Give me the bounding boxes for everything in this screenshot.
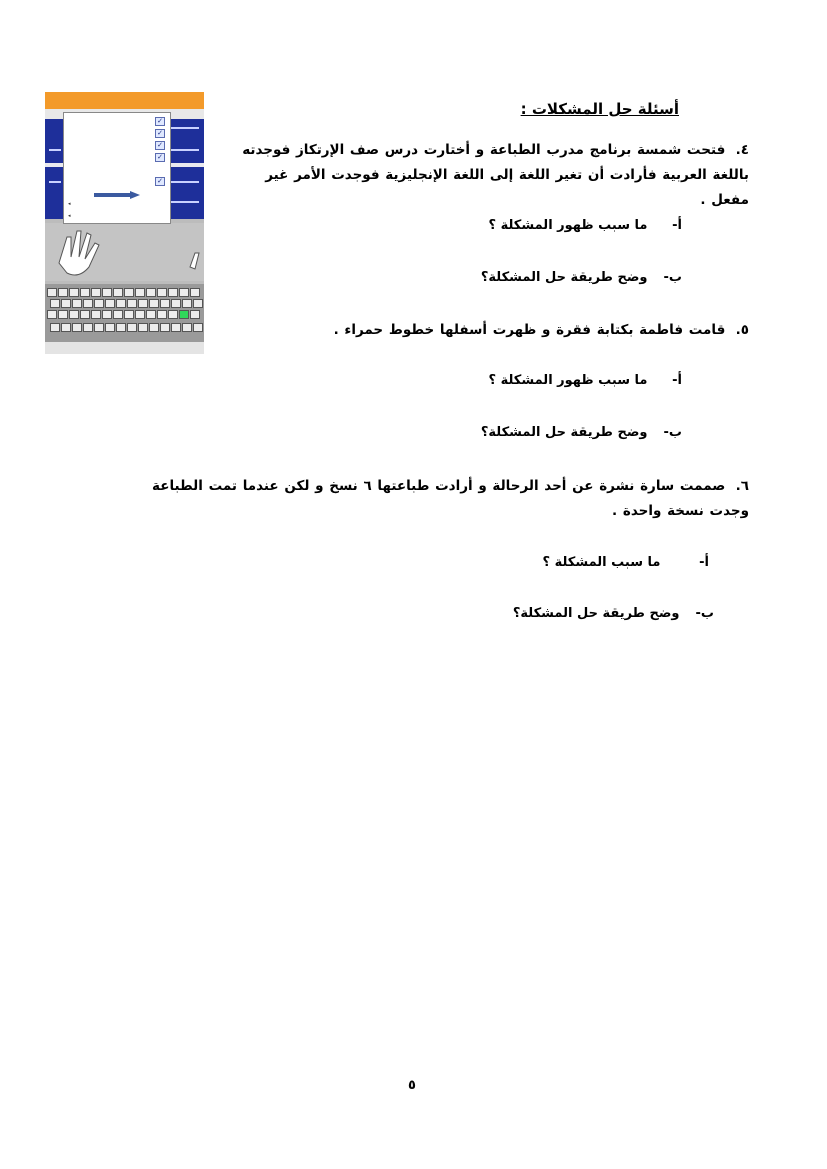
arrow-pointer-icon xyxy=(94,191,140,199)
section-heading: أسئلة حل المشكلات : xyxy=(520,100,679,118)
keyboard-key xyxy=(168,310,178,319)
question-5 xyxy=(229,318,749,343)
keyboard-key xyxy=(135,310,145,319)
keyboard-key xyxy=(124,310,134,319)
keyboard-key xyxy=(182,323,192,332)
question-4-sub-b: ب- وضح طريقة حل المشكلة؟ xyxy=(480,270,682,285)
question-6-sub-b: ب- وضح طريقة حل المشكلة؟ xyxy=(512,606,714,621)
keyboard-key xyxy=(168,288,178,297)
page-number: ٥ xyxy=(408,1078,416,1093)
keyboard-key xyxy=(83,299,93,308)
question-text: قامت فاطمة بكتابة فقرة و ظهرت أسفلها خطوط حمراء . xyxy=(333,322,726,338)
keyboard-key xyxy=(116,323,126,332)
keyboard-key xyxy=(179,310,189,319)
keyboard-key xyxy=(80,288,90,297)
keyboard-key xyxy=(91,310,101,319)
keyboard-key xyxy=(124,288,134,297)
keyboard-key xyxy=(50,323,60,332)
keyboard-key xyxy=(190,310,200,319)
keyboard-key xyxy=(83,323,93,332)
keyboard-key xyxy=(94,323,104,332)
keyboard-key xyxy=(146,310,156,319)
keyboard-key xyxy=(61,299,71,308)
keyboard-key xyxy=(116,299,126,308)
keyboard-key xyxy=(50,299,60,308)
question-6-sub-a: أ- ما سبب المشكلة ؟ xyxy=(542,555,709,570)
question-number: ٥. xyxy=(735,322,749,338)
keyboard-key xyxy=(179,288,189,297)
keyboard-key xyxy=(160,323,170,332)
virtual-keyboard xyxy=(45,284,204,342)
keyboard-key xyxy=(105,299,115,308)
keyboard-key xyxy=(182,299,192,308)
keyboard-key xyxy=(146,288,156,297)
app-title-bar xyxy=(45,92,204,109)
keyboard-key xyxy=(113,288,123,297)
keyboard-key xyxy=(69,288,79,297)
keyboard-key xyxy=(193,299,203,308)
keyboard-key xyxy=(138,323,148,332)
keyboard-key xyxy=(80,310,90,319)
keyboard-key xyxy=(193,323,203,332)
question-number: ٦. xyxy=(735,478,749,494)
keyboard-key xyxy=(58,288,68,297)
question-4 xyxy=(229,138,749,213)
keyboard-key xyxy=(135,288,145,297)
app-status-bar xyxy=(45,342,204,354)
question-5-sub-a: أ- ما سبب ظهور المشكلة ؟ xyxy=(488,373,682,388)
keyboard-key xyxy=(47,288,57,297)
question-text: فتحت شمسة برنامج مدرب الطباعة و أختارت درس صف الإرتكاز فوجدته باللغة العربية فأرادت أن تغير اللغة إلى اللغة الإنجليزية فوجدت الأمر غير مفعل . xyxy=(242,142,749,208)
keyboard-key xyxy=(138,299,148,308)
keyboard-key xyxy=(171,299,181,308)
keyboard-key xyxy=(105,323,115,332)
question-number: ٤. xyxy=(735,142,749,158)
keyboard-key xyxy=(72,323,82,332)
question-5-sub-b: ب- وضح طريقة حل المشكلة؟ xyxy=(480,425,682,440)
keyboard-key xyxy=(157,310,167,319)
keyboard-key xyxy=(127,299,137,308)
keyboard-key xyxy=(91,288,101,297)
hands-guide xyxy=(45,223,204,281)
question-text: صممت سارة نشرة عن أحد الرحالة و أرادت طباعتها ٦ نسخ و لكن عندما تمت الطباعة وجدت نسخة واحدة . xyxy=(152,478,749,519)
keyboard-key xyxy=(171,323,181,332)
view-dropdown-menu: ✓ ✓ ✓ ✓ ✓ ◂ ◂ xyxy=(63,112,171,224)
keyboard-key xyxy=(61,323,71,332)
keyboard-key xyxy=(47,310,57,319)
typing-tutor-screenshot xyxy=(45,92,204,354)
keyboard-key xyxy=(58,310,68,319)
keyboard-key xyxy=(102,288,112,297)
keyboard-key xyxy=(157,288,167,297)
keyboard-key xyxy=(127,323,137,332)
question-6 xyxy=(127,474,749,524)
question-4-sub-a: أ- ما سبب ظهور المشكلة ؟ xyxy=(488,218,682,233)
keyboard-key xyxy=(94,299,104,308)
keyboard-key xyxy=(113,310,123,319)
keyboard-key xyxy=(149,323,159,332)
keyboard-key xyxy=(160,299,170,308)
keyboard-key xyxy=(190,288,200,297)
keyboard-key xyxy=(149,299,159,308)
keyboard-key xyxy=(102,310,112,319)
keyboard-key xyxy=(69,310,79,319)
keyboard-key xyxy=(72,299,82,308)
